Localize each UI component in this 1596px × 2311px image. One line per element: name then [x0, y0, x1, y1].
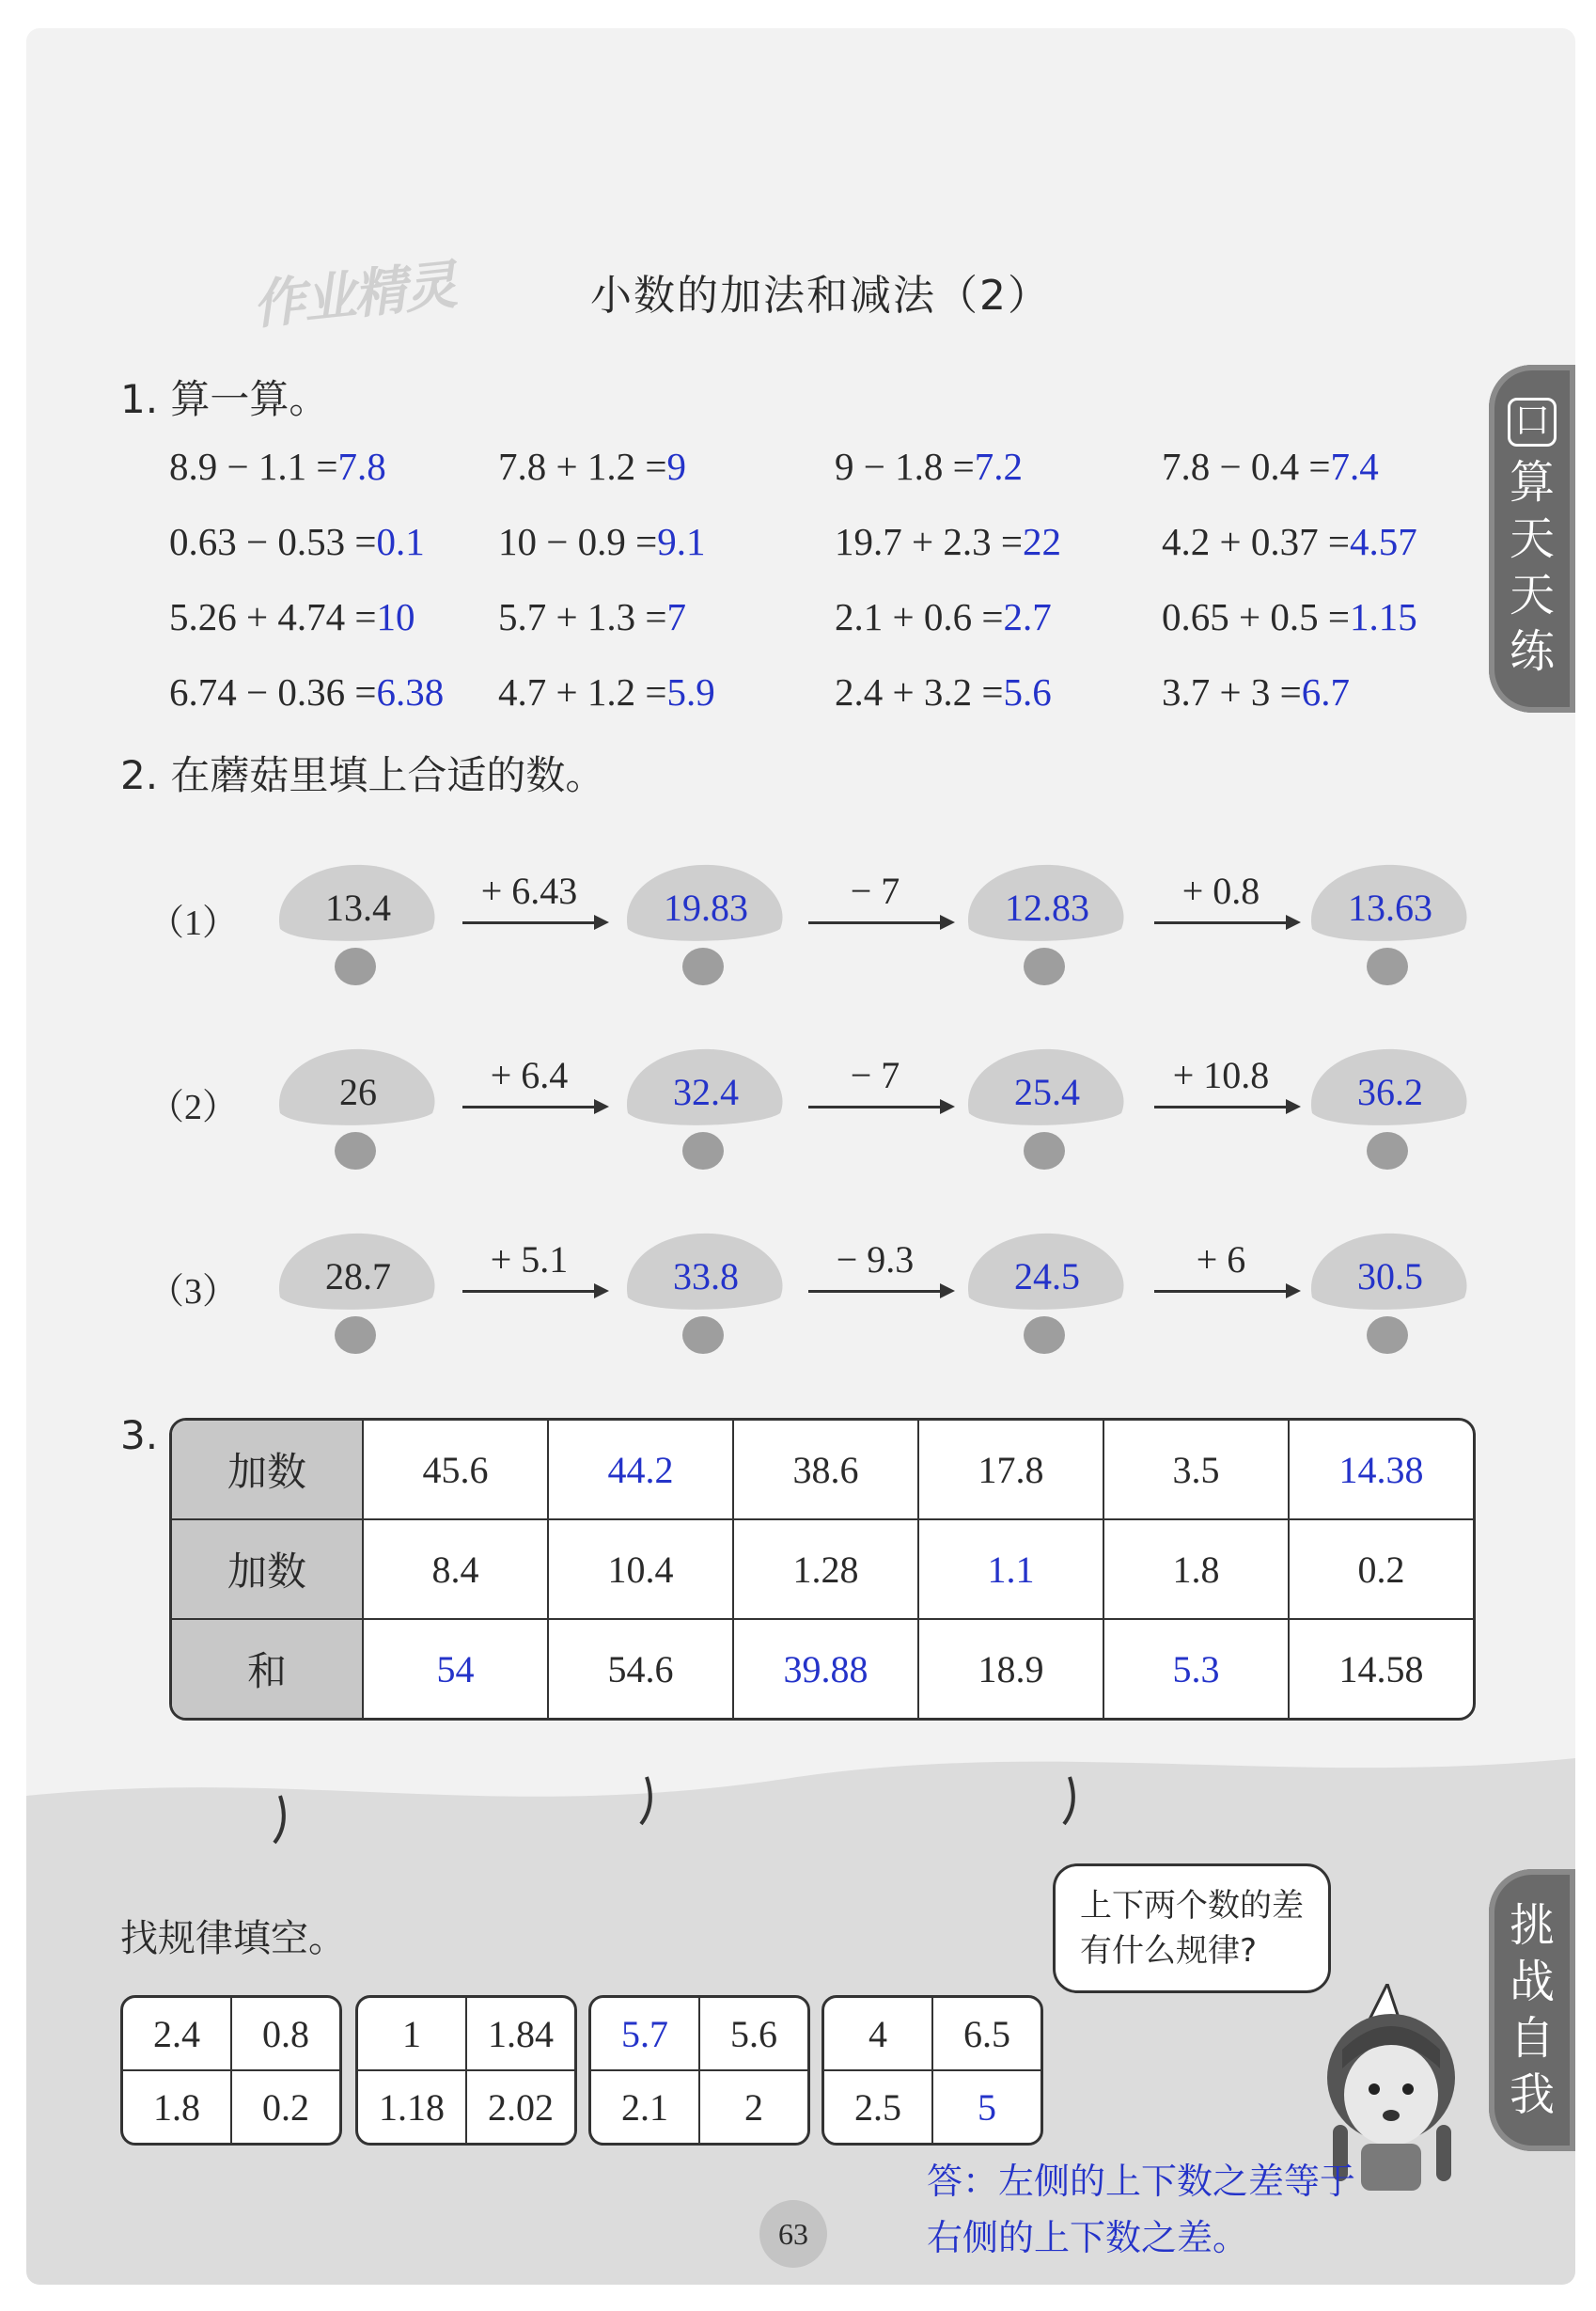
mushroom-result-value: 19.83	[664, 887, 748, 929]
equation	[1162, 519, 1417, 564]
grid-cell: 2.1	[591, 2070, 699, 2143]
grid-cell: 1.18	[358, 2070, 466, 2143]
operation-label: − 9.3	[836, 1238, 915, 1281]
table-row	[172, 1421, 1473, 1520]
equation-answer: 5.6	[1003, 670, 1052, 714]
table-cell: 5.3	[1104, 1620, 1290, 1718]
operation-label: + 10.8	[1172, 1054, 1270, 1096]
table-cell: 14.38	[1290, 1421, 1473, 1520]
page-title: 小数的加法和减法（2）	[590, 272, 1051, 320]
equation-answer: 2.7	[1003, 595, 1052, 638]
table-cell: 39.88	[734, 1620, 919, 1718]
equation-answer: 1.15	[1350, 595, 1417, 638]
equation-expression: 4.7 + 1.2 =	[498, 670, 667, 714]
right-arrow-icon	[808, 921, 949, 924]
equation-expression: 19.7 + 2.3 =	[835, 520, 1023, 563]
side-tab-char: 自	[1509, 2012, 1555, 2065]
equation-answer: 10	[376, 595, 415, 638]
equation	[1162, 594, 1417, 639]
equation-expression: 10 − 0.9 =	[498, 520, 658, 563]
side-tab-char: 我	[1509, 2068, 1555, 2121]
watermark-top: 作业精灵	[249, 254, 459, 338]
mushroom-start-value: 28.7	[325, 1255, 391, 1297]
side-tab-char: 口	[1508, 398, 1557, 447]
table-cell: 1.8	[1104, 1520, 1290, 1620]
grid-cell: 5.7	[591, 1998, 699, 2070]
grid-cell: 5.6	[699, 1998, 807, 2070]
equation-answer: 7.4	[1330, 445, 1379, 488]
mushroom-result-value: 13.63	[1348, 887, 1432, 929]
equation	[169, 594, 415, 639]
operation-label: + 0.8	[1181, 870, 1260, 912]
equation-expression: 3.7 + 3 =	[1162, 670, 1302, 714]
equation-answer: 9.1	[657, 520, 706, 563]
grid-cell: 2.4	[123, 1998, 231, 2070]
pattern-grid	[355, 1995, 577, 2146]
equation-expression: 2.4 + 3.2 =	[835, 670, 1004, 714]
operation-label: + 6.4	[490, 1054, 569, 1096]
right-arrow-icon	[808, 1106, 949, 1108]
section1-heading: 1. 算一算。	[120, 376, 329, 422]
answer-line: 答：左侧的上下数之差等于	[927, 2161, 1356, 2202]
table-cell: 18.9	[919, 1620, 1104, 1718]
page-number: 63	[778, 2217, 808, 2251]
workbook-page	[26, 28, 1575, 2285]
table-cell: 3.5	[1104, 1421, 1290, 1520]
table-cell: 10.4	[549, 1520, 734, 1620]
equation-expression: 5.7 + 1.3 =	[498, 595, 667, 638]
right-arrow-icon	[462, 921, 603, 924]
equation-expression: 7.8 + 1.2 =	[498, 445, 667, 488]
row-header: 加数	[172, 1520, 364, 1620]
equation-expression: 2.1 + 0.6 =	[835, 595, 1004, 638]
equation-answer: 6.38	[376, 670, 445, 714]
side-tab-challenge	[1489, 1869, 1575, 2151]
grid-cell: 0.2	[231, 2070, 339, 2143]
equation-expression: 0.63 − 0.53 =	[169, 520, 377, 563]
operation-label: − 7	[850, 870, 900, 912]
grid-cell: 4	[824, 1998, 932, 2070]
mushroom-start-value: 13.4	[325, 887, 391, 929]
table-cell: 44.2	[549, 1421, 734, 1520]
grid-cell: 1.84	[466, 1998, 574, 2070]
right-arrow-icon	[808, 1290, 949, 1293]
pattern-grid	[588, 1995, 810, 2146]
equation	[835, 594, 1052, 639]
page-number-badge	[759, 2200, 827, 2268]
pattern-grid	[821, 1995, 1043, 2146]
side-tab-char: 天	[1509, 569, 1555, 621]
side-tab-char: 挑	[1509, 1899, 1555, 1952]
challenge-heading: 找规律填空。	[120, 1917, 346, 1960]
table-cell: 1.1	[919, 1520, 1104, 1620]
grid-cell: 2.02	[466, 2070, 574, 2143]
equation	[169, 519, 425, 564]
mushroom-result-value: 30.5	[1357, 1255, 1423, 1297]
addition-table	[169, 1418, 1476, 1721]
equation	[835, 519, 1061, 564]
grid-cell: 6.5	[932, 1998, 1041, 2070]
equation-expression: 5.26 + 4.74 =	[169, 595, 377, 638]
operation-label: + 5.1	[490, 1238, 569, 1281]
operation-label: + 6.43	[480, 870, 578, 912]
equation-answer: 7.8	[337, 445, 386, 488]
equation	[498, 669, 715, 715]
equation-answer: 4.57	[1350, 520, 1417, 563]
mushroom-start-value: 26	[339, 1071, 377, 1113]
table-cell: 17.8	[919, 1421, 1104, 1520]
side-tab-daily-practice	[1489, 365, 1575, 713]
equation-expression: 9 − 1.8 =	[835, 445, 975, 488]
mushroom-result-value: 36.2	[1357, 1071, 1423, 1113]
equation	[169, 669, 444, 715]
section2-heading: 2. 在蘑菇里填上合适的数。	[120, 752, 605, 798]
equation	[498, 444, 686, 489]
section3-label: 3.	[120, 1412, 159, 1458]
table-row	[172, 1620, 1473, 1718]
table-cell: 54.6	[549, 1620, 734, 1718]
equation	[835, 669, 1052, 715]
equation	[835, 444, 1023, 489]
pattern-grid	[120, 1995, 342, 2146]
mushroom-result-value: 25.4	[1014, 1071, 1080, 1113]
equation-answer: 22	[1023, 520, 1061, 563]
bubble-line: 上下两个数的差	[1080, 1887, 1304, 1925]
answer-line: 右侧的上下数之差。	[927, 2217, 1249, 2258]
row-header: 和	[172, 1620, 364, 1718]
table-cell: 1.28	[734, 1520, 919, 1620]
side-tab-char: 算	[1509, 456, 1555, 509]
addition-table-wrap	[169, 1418, 1476, 1721]
table-cell: 14.58	[1338, 1647, 1424, 1690]
right-arrow-icon	[1154, 1106, 1295, 1108]
equation-answer: 5.9	[666, 670, 715, 714]
right-arrow-icon	[462, 1106, 603, 1108]
equation-answer: 6.7	[1301, 670, 1350, 714]
side-tab-char: 练	[1509, 625, 1555, 678]
equation-expression: 4.2 + 0.37 =	[1162, 520, 1350, 563]
equation	[498, 519, 706, 564]
bubble-line: 有什么规律?	[1080, 1932, 1258, 1970]
grid-cell: 2	[699, 2070, 807, 2143]
equation-expression: 7.8 − 0.4 =	[1162, 445, 1331, 488]
equation	[1162, 669, 1350, 715]
mushroom-result-value: 33.8	[673, 1255, 739, 1297]
grid-cell: 2.5	[824, 2070, 932, 2143]
equation-expression: 8.9 − 1.1 =	[169, 445, 338, 488]
side-tab-char: 战	[1509, 1956, 1555, 2008]
side-tab-char: 天	[1509, 512, 1555, 565]
equation-answer: 7.2	[974, 445, 1023, 488]
right-arrow-icon	[1154, 921, 1295, 924]
speech-bubble	[1053, 1863, 1331, 1993]
mushroom-result-value: 24.5	[1014, 1255, 1080, 1297]
equation-answer: 0.1	[376, 520, 425, 563]
answer-text	[927, 2153, 1355, 2266]
equation-expression: 0.65 + 0.5 =	[1162, 595, 1350, 638]
grid-cell: 1.8	[123, 2070, 231, 2143]
table-cell: 38.6	[734, 1421, 919, 1520]
equation-answer: 7	[666, 595, 686, 638]
table-row	[172, 1520, 1473, 1620]
equation	[498, 594, 686, 639]
table-cell: 54	[364, 1620, 549, 1718]
equation	[169, 444, 386, 489]
chain-label: （3）	[149, 1272, 239, 1312]
grid-cell: 5	[932, 2070, 1041, 2143]
operation-label: − 7	[850, 1054, 900, 1096]
operation-label: + 6	[1196, 1238, 1246, 1281]
equation-expression: 6.74 − 0.36 =	[169, 670, 377, 714]
equation	[1162, 444, 1379, 489]
mushroom-result-value: 12.83	[1005, 887, 1089, 929]
grid-cell: 0.8	[231, 1998, 339, 2070]
table-cell: 45.6	[364, 1421, 549, 1520]
chain-label: （2）	[149, 1088, 239, 1127]
table-cell: 8.4	[364, 1520, 549, 1620]
mushroom-result-value: 32.4	[673, 1071, 739, 1113]
right-arrow-icon	[1154, 1290, 1295, 1293]
chain-label: （1）	[149, 904, 239, 943]
table-cell: 0.2	[1290, 1520, 1473, 1620]
equation-answer: 9	[666, 445, 686, 488]
grid-cell: 1	[358, 1998, 466, 2070]
right-arrow-icon	[462, 1290, 603, 1293]
row-header: 加数	[172, 1421, 364, 1520]
